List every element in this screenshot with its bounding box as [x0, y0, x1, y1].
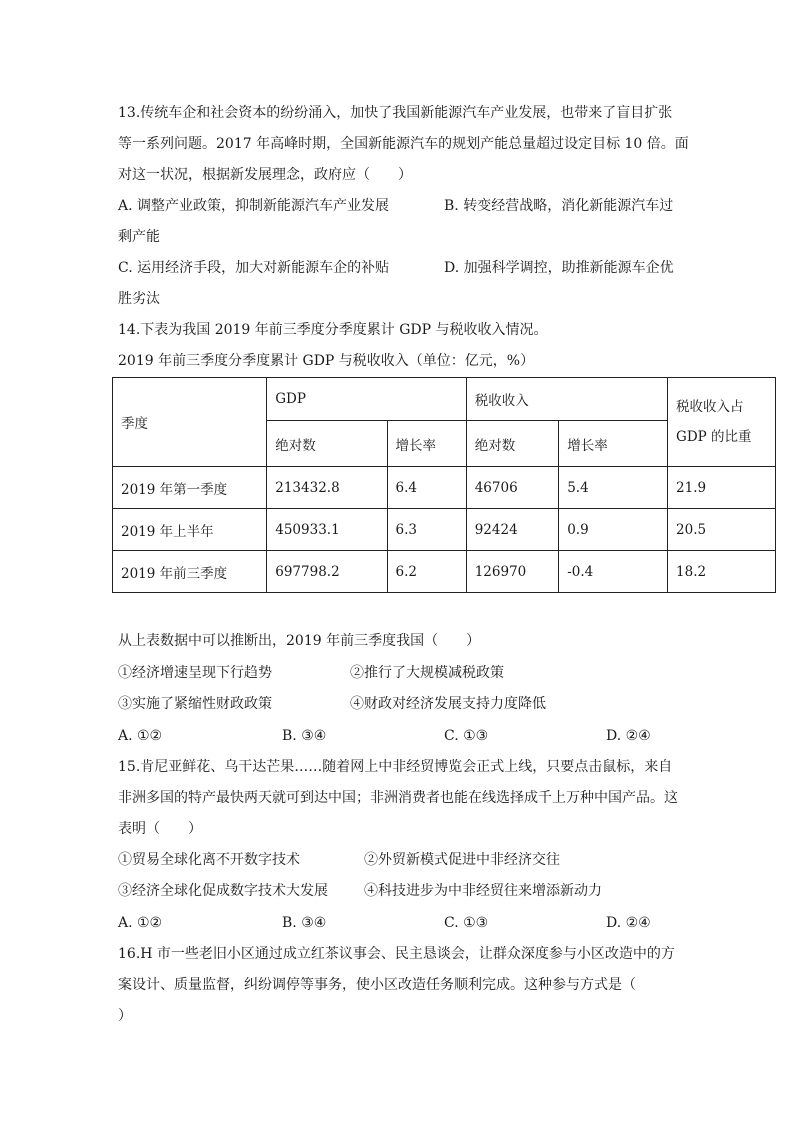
q14-statement-2: ②推行了大规模减税政策 — [350, 665, 504, 681]
table-row — [113, 509, 776, 551]
header-tax: 税收收入 — [466, 378, 667, 421]
q16-line-1: 16.H 市一些老旧小区通过成立红茶议事会、民主恳谈会，让群众深度参与小区改造中的方 — [118, 946, 675, 962]
q15-statement-1: ①贸易全球化离不开数字技术 — [118, 852, 300, 868]
header-share-line-1: 税收收入占 — [676, 399, 744, 415]
subheader-tax-absolute: 绝对数 — [466, 421, 558, 467]
cell-tax-absolute: 126970 — [466, 551, 558, 593]
subheader-gdp-absolute: 绝对数 — [267, 421, 387, 467]
q15-option-d: D. ②④ — [606, 915, 651, 931]
q14-option-d: D. ②④ — [606, 728, 651, 744]
q15-option-a: A. ①② — [118, 915, 163, 931]
cell-gdp-absolute: 450933.1 — [267, 509, 387, 551]
subheader-tax-growth: 增长率 — [559, 421, 668, 467]
cell-share: 20.5 — [668, 509, 776, 551]
q14-statement-3: ③实施了紧缩性财政政策 — [118, 696, 272, 712]
q14-statement-1: ①经济增速呈现下行趋势 — [118, 665, 272, 681]
cell-gdp-absolute: 213432.8 — [267, 467, 387, 509]
subheader-gdp-growth: 增长率 — [387, 421, 466, 467]
cell-gdp-growth: 6.4 — [387, 467, 466, 509]
q14-table-caption: 2019 年前三季度分季度累计 GDP 与税收收入（单位：亿元，%） — [118, 353, 535, 369]
cell-season: 2019 年第一季度 — [113, 467, 267, 509]
cell-gdp-absolute: 697798.2 — [267, 551, 387, 593]
q13-option-b: B. 转变经营战略，消化新能源汽车过 — [444, 198, 674, 214]
q14-statement-4: ④财政对经济发展支持力度降低 — [350, 696, 546, 712]
header-share-line-2: GDP 的比重 — [676, 429, 752, 445]
cell-tax-growth: 5.4 — [559, 467, 668, 509]
cell-tax-absolute: 46706 — [466, 467, 558, 509]
q15-option-b: B. ③④ — [282, 915, 327, 931]
q16-line-3: ） — [118, 1008, 132, 1024]
q15-line-2: 非洲多国的特产最快两天就可到达中国；非洲消费者也能在线选择成千上万种中国产品。这 — [118, 790, 678, 806]
q13-option-d: D. 加强科学调控，助推新能源车企优 — [444, 260, 674, 276]
header-gdp: GDP — [267, 378, 466, 421]
q15-statement-2: ②外贸新模式促进中非经济交往 — [364, 852, 560, 868]
q14-option-b: B. ③④ — [282, 728, 327, 744]
q13-line-2: 等一系列问题。2017 年高峰时期，全国新能源汽车的规划产能总量超过设定目标 10 倍。面 — [118, 136, 689, 152]
table-row — [113, 467, 776, 509]
q14-stem: 从上表数据中可以推断出，2019 年前三季度我国（ ） — [118, 633, 481, 649]
header-share — [668, 378, 776, 467]
q13-line-1: 13.传统车企和社会资本的纷纷涌入，加快了我国新能源汽车产业发展，也带来了盲目扩张 — [118, 105, 673, 121]
q13-option-a: A. 调整产业政策，抑制新能源汽车产业发展 — [118, 198, 390, 214]
q15-line-1: 15.肯尼亚鲜花、乌干达芒果……随着网上中非经贸博览会正式上线，只要点击鼠标，来自 — [118, 759, 673, 775]
gdp-tax-table — [112, 377, 776, 593]
cell-tax-growth: -0.4 — [559, 551, 668, 593]
q13-option-b-cont: 剩产能 — [118, 229, 160, 245]
cell-season: 2019 年上半年 — [113, 509, 267, 551]
table-row — [113, 551, 776, 593]
cell-gdp-growth: 6.2 — [387, 551, 466, 593]
q14-line-1: 14.下表为我国 2019 年前三季度分季度累计 GDP 与税收收入情况。 — [118, 322, 548, 338]
cell-tax-absolute: 92424 — [466, 509, 558, 551]
q15-line-3: 表明（ ） — [118, 821, 202, 837]
cell-gdp-growth: 6.3 — [387, 509, 466, 551]
q16-line-2: 案设计、质量监督，纠纷调停等事务，使小区改造任务顺利完成。这种参与方式是（ — [118, 977, 636, 993]
cell-share: 18.2 — [668, 551, 776, 593]
q15-option-c: C. ①③ — [444, 915, 489, 931]
q14-option-a: A. ①② — [118, 728, 163, 744]
q13-option-d-cont: 胜劣汰 — [118, 291, 160, 307]
q13-line-3: 对这一状况，根据新发展理念，政府应（ ） — [118, 167, 412, 183]
cell-season: 2019 年前三季度 — [113, 551, 267, 593]
q13-option-c: C. 运用经济手段，加大对新能源车企的补贴 — [118, 260, 390, 276]
q15-statement-4: ④科技进步为中非经贸往来增添新动力 — [364, 883, 602, 899]
q14-option-c: C. ①③ — [444, 728, 489, 744]
header-season: 季度 — [113, 378, 267, 467]
q15-statement-3: ③经济全球化促成数字技术大发展 — [118, 883, 328, 899]
cell-tax-growth: 0.9 — [559, 509, 668, 551]
cell-share: 21.9 — [668, 467, 776, 509]
